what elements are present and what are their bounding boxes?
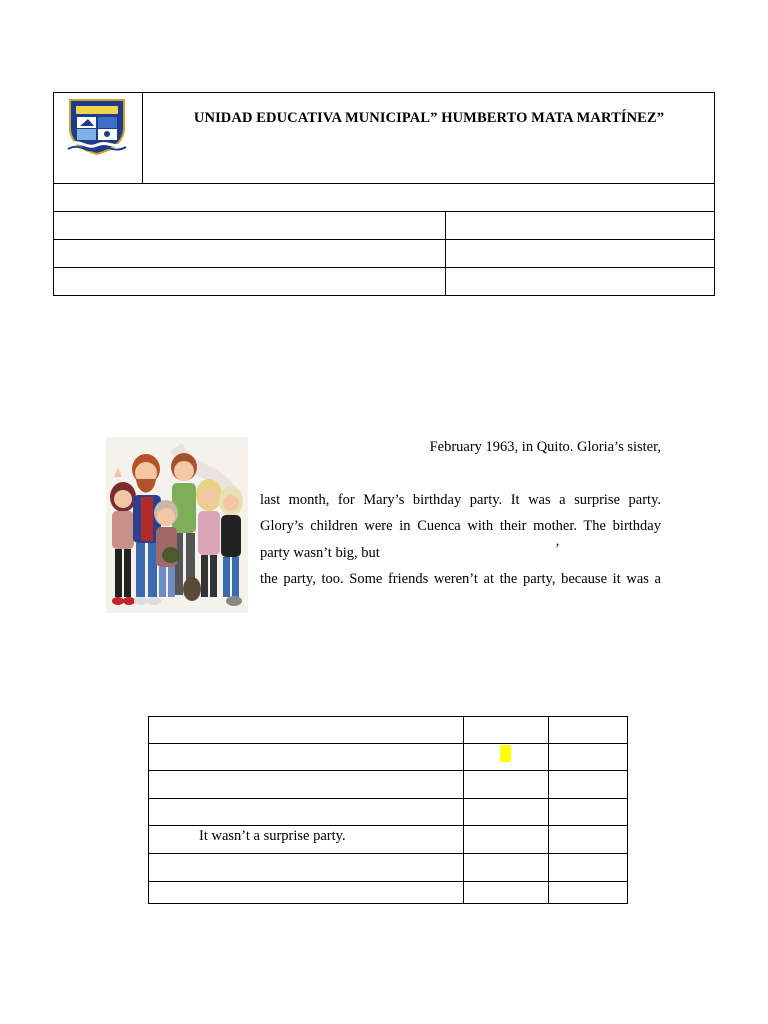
statement-cell: It wasn’t a surprise party.: [199, 828, 346, 844]
table-row-divider: [148, 770, 628, 771]
statements-table: [148, 716, 628, 904]
family-cartoon-icon: [106, 437, 248, 613]
table-column-divider: [463, 716, 464, 904]
header-column-divider: [445, 211, 446, 296]
passage-line: party wasn’t big, but: [260, 545, 380, 561]
passage-line: last month, for Mary’s birthday party. It was a surprise party.: [260, 492, 661, 508]
school-crest-icon: [66, 98, 128, 156]
header-divider: [53, 239, 715, 240]
passage-line: February 1963, in Quito. Gloria’s sister,: [429, 439, 661, 455]
table-row-divider: [148, 743, 628, 744]
school-name: UNIDAD EDUCATIVA MUNICIPAL” HUMBERTO MATA MARTÍNEZ”: [193, 110, 665, 126]
table-column-divider: [548, 716, 549, 904]
table-row-divider: [148, 853, 628, 854]
table-row-divider: [148, 798, 628, 799]
header-divider: [53, 183, 715, 184]
passage-line: Glory’s children were in Cuenca with their mother. The birthday: [260, 518, 661, 534]
header-divider: [53, 267, 715, 268]
passage-line: the party, too. Some friends weren’t at the party, because it was a: [260, 571, 661, 587]
highlight-mark: [500, 745, 511, 762]
table-row-divider: [148, 881, 628, 882]
table-row-divider: [148, 825, 628, 826]
header-divider: [53, 211, 715, 212]
passage-line: ’: [555, 541, 560, 557]
